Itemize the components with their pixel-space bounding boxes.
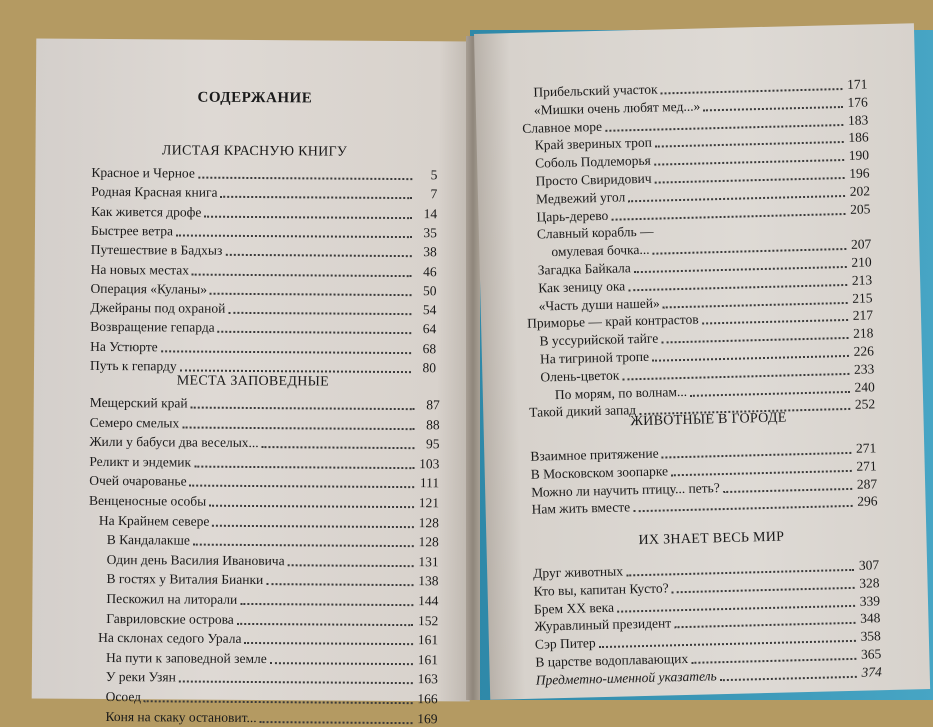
toc-entry-title: Родная Красная книга (91, 184, 218, 201)
dot-leader (144, 700, 413, 704)
toc-entry-page: 152 (417, 612, 439, 628)
toc-entry-page: 252 (854, 396, 876, 413)
toc-entry-title: Осоед (105, 688, 142, 705)
toc-entry-title: По морям, по волнам... (554, 383, 688, 402)
dot-leader (654, 159, 844, 166)
toc-entry-page: 80 (422, 360, 437, 376)
toc-entry-title: омулевая бочка... (551, 241, 650, 260)
toc-entry-page: 374 (861, 664, 882, 680)
dot-leader (671, 470, 852, 476)
toc-entry (107, 532, 439, 550)
toc-entry-title: Венценосные особы (89, 492, 207, 509)
dot-leader (703, 106, 843, 111)
toc-entry-page: 128 (418, 514, 439, 530)
toc-entry-page: 103 (419, 455, 440, 472)
toc-entry-title: На пути к заповедной земле (105, 649, 267, 666)
toc-entry-page: 213 (851, 272, 873, 288)
section-heading-reserves: МЕСТА ЗАПОВЕДНЫЕ (176, 373, 330, 390)
toc-entry-title: Соболь Подлеморья (534, 152, 651, 171)
dot-leader (662, 452, 852, 459)
toc-entry (106, 611, 438, 629)
section-heading-world-known: ИХ ЗНАЕТ ВЕСЬ МИР (638, 529, 785, 549)
toc-entry-title: В Кандалакше (106, 532, 190, 548)
toc-entry-title: Джейраны под охраной (90, 299, 226, 316)
toc-entry (106, 689, 438, 707)
toc-entry-page: 183 (847, 111, 869, 128)
toc-entry-page: 95 (425, 436, 440, 452)
toc-entry-title: На Устюрте (90, 338, 158, 355)
dot-leader (661, 337, 848, 344)
dot-leader (655, 177, 845, 184)
toc-entry-title: Олень-цветок (540, 367, 620, 385)
toc-entry-title: Можно ли научить птицу... петь? (531, 479, 720, 500)
dot-leader (266, 583, 413, 586)
dot-leader (179, 681, 413, 685)
toc-entry-title: Семеро смелых (89, 414, 180, 431)
toc-entry-title: Сэр Питер (534, 635, 596, 652)
toc-entry-page: 121 (418, 495, 440, 511)
toc-entry-title: Взаимное притяжение (530, 445, 659, 464)
toc-entry-title: Край звериных троп (534, 135, 653, 153)
toc-entry-page: 88 (426, 416, 440, 432)
toc-entry-title: Как живется дрофе (91, 203, 202, 220)
toc-entry-title: Предметно-именной указатель (535, 668, 717, 688)
dot-leader (194, 465, 414, 469)
page-title: СОДЕРЖАНИЕ (197, 89, 313, 107)
toc-entry (106, 571, 438, 589)
dot-leader (244, 642, 413, 645)
toc-entry-title: На тигриной тропе (539, 348, 650, 367)
toc-entry-page: 358 (860, 628, 882, 644)
toc-entry-title: Славное море (522, 118, 603, 136)
toc-entry-page: 38 (423, 244, 437, 260)
toc-entry-title: Как зеницу ока (538, 278, 626, 296)
dot-leader (652, 355, 849, 362)
dot-leader (605, 124, 843, 132)
dot-leader (218, 331, 412, 334)
toc-entry-title: На Крайнем севере (98, 512, 210, 529)
toc-entry-page: 365 (860, 646, 882, 662)
dot-leader (237, 622, 413, 625)
toc-entry-page: 166 (417, 691, 438, 707)
toc-entry (89, 454, 439, 472)
toc-entry (99, 513, 439, 531)
toc-entry (106, 669, 438, 687)
toc-entry-title: У реки Узян (105, 669, 176, 685)
dot-leader (288, 564, 414, 567)
toc-entry-title: В царстве водоплавающих (535, 650, 689, 670)
toc-entry (90, 414, 440, 432)
toc-entry-title: Реликт и эндемик (89, 453, 192, 470)
toc-entry-page: 54 (422, 302, 437, 318)
dot-leader (212, 524, 414, 527)
toc-entry-title: В Московском зоопарке (530, 463, 669, 482)
toc-entry (91, 242, 437, 260)
dot-leader (262, 446, 415, 449)
toc-entry-page: 5 (430, 167, 438, 183)
dot-leader (182, 426, 414, 430)
dot-leader (657, 232, 846, 237)
toc-entry-title: Друг животных (533, 563, 624, 581)
toc-entry-page: 339 (859, 592, 881, 609)
toc-entry-title: Кто вы, капитан Кусто? (533, 580, 669, 599)
dot-leader (628, 284, 847, 291)
dot-leader (653, 248, 847, 255)
toc-entry (90, 300, 436, 318)
dot-leader (655, 141, 844, 148)
dot-leader (209, 505, 414, 508)
toc-entry (91, 165, 437, 183)
toc-entry (107, 552, 439, 570)
toc-entry-page: 215 (852, 289, 873, 306)
toc-entry (106, 650, 438, 668)
toc-entry-page: 163 (417, 671, 438, 687)
toc-entry-title: Царь-дерево (536, 207, 609, 225)
toc-entry-title: Брем XX века (533, 599, 615, 617)
toc-entry (90, 339, 436, 357)
toc-entry (106, 709, 438, 727)
dot-leader (626, 569, 854, 577)
toc-entry-page: 307 (858, 557, 880, 573)
toc-entry-title: Гавриловские острова (106, 610, 234, 627)
dot-leader (672, 587, 855, 593)
toc-entry-title: Один день Василия Ивановича (106, 551, 285, 569)
toc-entry-page: 202 (849, 183, 871, 199)
toc-entry (90, 319, 436, 337)
dot-leader (720, 676, 857, 681)
toc-entry-title: Такой дикий запад (529, 402, 637, 421)
dot-leader (191, 407, 415, 411)
toc-entry-page: 161 (417, 632, 439, 648)
toc-entry-page: 240 (854, 378, 875, 395)
dot-leader (180, 369, 411, 373)
toc-entry (90, 395, 440, 413)
dot-leader (633, 505, 852, 512)
toc-entry-title: В гостях у Виталия Бианки (106, 571, 264, 588)
dot-leader (270, 662, 413, 665)
dot-leader (228, 312, 411, 315)
toc-entry (91, 223, 437, 241)
dot-leader (691, 658, 856, 664)
dot-leader (617, 604, 855, 612)
dot-leader (622, 373, 849, 381)
toc-entry (91, 281, 437, 299)
toc-entry-title: «Мишки очень любят мед...» (533, 98, 701, 118)
toc-entry-page: 328 (859, 575, 880, 591)
toc-entry-title: Прибельский участок (533, 81, 658, 100)
toc-entry-title: Медвежий угол (535, 189, 626, 207)
toc-entry-page: 50 (423, 282, 437, 299)
dot-leader (190, 485, 415, 489)
toc-entry-page: 217 (852, 307, 874, 324)
toc-entry (89, 473, 439, 491)
toc-entry-title: Красное и Черное (91, 164, 195, 181)
toc-entry (91, 261, 437, 279)
dot-leader (663, 302, 848, 309)
dot-leader (723, 487, 852, 492)
toc-entry-page: 161 (417, 651, 439, 668)
toc-entry-title: Журавлиный президент (534, 615, 672, 635)
toc-entry-title: На новых местах (90, 261, 190, 278)
toc-entry (91, 203, 437, 221)
toc-entry-page: 68 (422, 340, 437, 356)
toc-entry-title: Коня на скаку остановит... (105, 708, 257, 725)
toc-entry-title: Приморье — край контрастов (526, 311, 699, 332)
toc-entry-page: 226 (853, 343, 875, 359)
toc-entry-page: 64 (422, 321, 437, 337)
dot-leader (611, 213, 845, 221)
dot-leader (198, 177, 413, 180)
dot-leader (220, 196, 412, 199)
toc-entry-title: Операция «Куланы» (90, 280, 208, 297)
toc-entry-title: На склонах седого Урала (98, 630, 242, 647)
section-heading-city-animals: ЖИВОТНЫЕ В ГОРОДЕ (630, 410, 787, 430)
toc-entry (89, 493, 439, 511)
toc-entry-title: Славный корабль — (536, 224, 654, 242)
toc-entry-title: Просто Свиридович (535, 170, 652, 189)
toc-entry-page: 190 (848, 147, 870, 164)
toc-entry-page: 144 (418, 593, 439, 609)
dot-leader (193, 544, 414, 548)
toc-entry-page: 7 (430, 186, 438, 202)
toc-entry-title: Загадка Байкала (537, 260, 631, 278)
dot-leader (661, 88, 843, 94)
toc-entry-title: «Часть души нашей» (538, 295, 660, 314)
toc-entry-page: 35 (423, 225, 438, 241)
right-page (474, 23, 930, 700)
toc-entry (89, 434, 439, 452)
toc-entry-title: Мещерский край (89, 394, 188, 411)
dot-leader (161, 350, 412, 354)
toc-entry (106, 591, 438, 609)
toc-entry-page: 131 (418, 553, 439, 570)
toc-entry-page: 196 (849, 165, 870, 181)
dot-leader (210, 292, 412, 295)
toc-entry-page: 111 (419, 475, 440, 491)
toc-entry-page: 207 (850, 236, 872, 253)
dot-leader (260, 721, 413, 724)
toc-entry-title: Пескожил на литорали (106, 590, 238, 607)
dot-leader (176, 234, 412, 238)
toc-entry-page: 186 (848, 129, 869, 146)
toc-entry-title: Путешествие в Бадхыз (90, 242, 223, 258)
toc-entry-page: 205 (849, 200, 871, 217)
toc-entry-page: 233 (853, 361, 875, 377)
toc-entry-page: 296 (857, 493, 878, 510)
toc-entry-title: В уссурийской тайге (539, 330, 659, 349)
dot-leader (240, 603, 413, 606)
dot-leader (225, 254, 412, 257)
dot-leader (702, 319, 848, 325)
dot-leader (628, 195, 845, 202)
toc-entry-page: 218 (852, 325, 874, 342)
toc-entry-page: 210 (851, 254, 872, 270)
dot-leader (192, 273, 412, 277)
toc-entry-page (849, 235, 871, 236)
toc-entry-title: Нам жить вместе (531, 499, 631, 518)
left-page (32, 38, 475, 726)
dot-leader (634, 266, 847, 273)
toc-entry-page: 128 (418, 534, 439, 550)
toc-entry-page: 138 (418, 573, 439, 589)
toc-entry-title: Возвращение гепарда (90, 319, 215, 336)
toc-entry (91, 184, 437, 202)
toc-entry-page: 287 (856, 475, 878, 492)
toc-entry-title: Жили у бабуси два веселых... (89, 434, 259, 451)
toc-entry-page: 169 (417, 710, 438, 726)
dot-leader (674, 622, 855, 628)
toc-entry-page: 87 (426, 397, 440, 413)
section-heading-red-book: ЛИСТАЯ КРАСНУЮ КНИГУ (161, 143, 348, 160)
toc-entry-page: 271 (856, 458, 877, 474)
toc-entry-page: 171 (846, 76, 868, 92)
dot-leader (204, 215, 412, 218)
toc-entry-title: Очей очарованье (89, 473, 187, 489)
toc-entry-page: 348 (859, 610, 881, 627)
toc-entry (98, 630, 438, 648)
toc-entry-title: Быстрее ветра (90, 222, 174, 239)
dot-leader (690, 391, 850, 397)
toc-entry-page: 46 (423, 263, 437, 279)
toc-entry-page: 271 (855, 440, 877, 456)
toc-entry-page: 176 (847, 94, 868, 110)
toc-entry-page: 14 (423, 205, 438, 221)
toc-entry-title: Путь к гепарду (89, 357, 177, 374)
